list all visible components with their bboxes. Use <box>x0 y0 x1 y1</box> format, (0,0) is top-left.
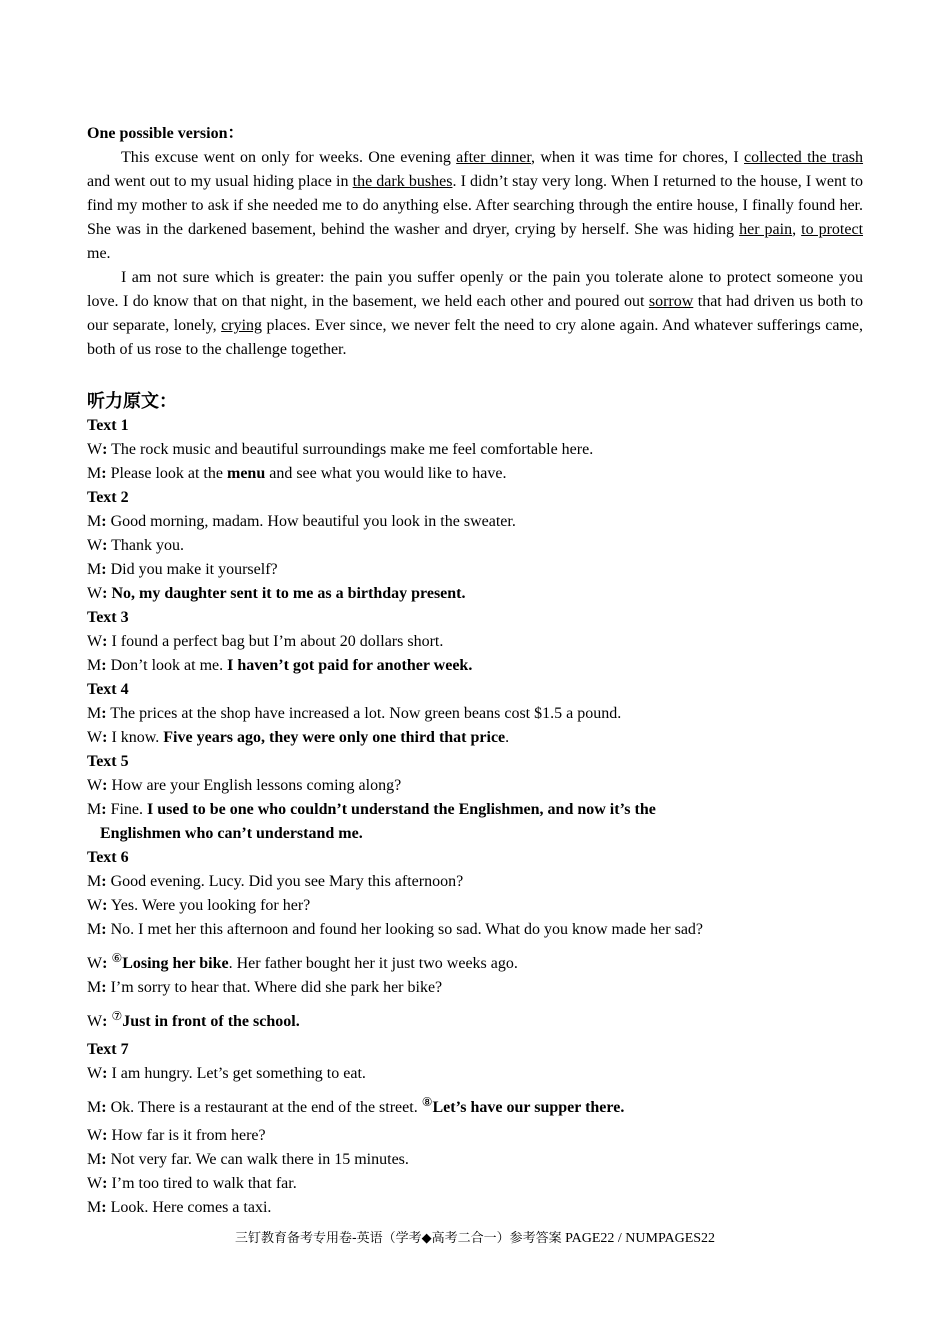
dialogue-line <box>87 946 863 976</box>
text-2-label: Text 2 <box>87 489 129 506</box>
dialogue-line <box>87 438 863 462</box>
colon: : <box>102 633 108 650</box>
dialogue-line <box>87 774 863 798</box>
colon: : <box>102 897 108 914</box>
colon: : <box>102 1175 108 1192</box>
circled-number-8: ⑧ <box>421 1095 433 1109</box>
text-6-label: Text 6 <box>87 849 129 866</box>
underlined-phrase: sorrow <box>648 293 694 310</box>
underlined-phrase: crying <box>221 317 263 334</box>
dialogue-line <box>87 1004 863 1034</box>
utterance: I’m sorry to hear that. Where did she park her bike? <box>106 979 443 996</box>
dialogue-line <box>87 894 863 918</box>
utterance: How far is it from here? <box>107 1127 266 1144</box>
text-1-label: Text 1 <box>87 417 129 434</box>
speaker: M <box>87 561 102 578</box>
text-run: places. Ever since, we never felt the need to cry alone again. And whatever sufferings came, both of us rose to the challenge together. <box>87 317 863 358</box>
key-answer: Five years ago, they were only one third that price <box>163 729 506 746</box>
underlined-phrase: collected the trash <box>744 149 864 166</box>
footer-title: 三钉教育备考专用卷-英语（学考◆高考二合一）参考答案 <box>234 1231 562 1246</box>
colon: : <box>101 1099 107 1116</box>
underlined-phrase: after dinner <box>456 149 532 166</box>
speaker: W <box>87 1175 103 1192</box>
dialogue-line <box>87 534 863 558</box>
colon: : <box>101 657 107 674</box>
colon: : <box>101 1151 107 1168</box>
version-paragraph-1 <box>87 146 863 266</box>
text-run: that had driven us both to our separate, lonely, <box>87 293 863 334</box>
speaker: M <box>87 657 102 674</box>
utterance: No. I met her this afternoon and found her looking so sad. What do you know made her sad? <box>106 921 704 938</box>
dialogue-line <box>87 654 863 678</box>
utterance: . <box>505 729 510 746</box>
text-run: I am not sure which is greater: the pain you suffer openly or the pain you tolerate alone to protect someone you love. I do know that on that night, in the basement, we held each other and poured out <box>87 269 863 310</box>
colon: : <box>102 441 108 458</box>
colon: : <box>102 777 108 794</box>
page-footer <box>0 1229 950 1249</box>
key-answer: I used to be one who couldn’t understand the Englishmen, and now it’s the <box>147 801 656 818</box>
utterance: Don’t look at me. <box>106 657 228 674</box>
colon: : <box>101 705 107 722</box>
dialogue-line <box>87 582 863 606</box>
document-page <box>87 122 863 1220</box>
text-7-label: Text 7 <box>87 1041 129 1058</box>
utterance: Not very far. We can walk there in 15 minutes. <box>106 1151 409 1168</box>
key-answer: Let’s have our supper there. <box>432 1099 625 1116</box>
speaker: M <box>87 705 102 722</box>
colon: : <box>102 1013 108 1030</box>
text-run: , when it was time for chores, I <box>531 149 745 166</box>
dialogue-line <box>87 1196 863 1220</box>
text-run: , <box>792 221 802 238</box>
dialogue-line <box>87 462 863 486</box>
speaker: W <box>87 441 103 458</box>
dialogue-line <box>87 630 863 654</box>
utterance: Thank you. <box>107 537 185 554</box>
version-paragraph-2 <box>87 266 863 362</box>
text-run: . I didn’t stay very long. When I returned to the house, I went to find my mother to ask if she needed me to do anything else. After searching through the entire house, I finally found her. She was in the darkened basement, behind the washer and dryer, crying by herself. She was hiding <box>87 173 863 238</box>
text-run: and went out to my usual hiding place in <box>87 173 353 190</box>
colon: : <box>102 1127 108 1144</box>
utterance: How are your English lessons coming along? <box>107 777 402 794</box>
dialogue-line <box>87 1148 863 1172</box>
colon: : <box>101 1199 107 1216</box>
key-answer: Losing her bike <box>122 955 229 972</box>
dialogue-line <box>87 1062 863 1086</box>
colon: : <box>102 585 108 602</box>
dialogue-line <box>87 976 863 1000</box>
speaker: W <box>87 955 103 972</box>
speaker: M <box>87 801 102 818</box>
colon: : <box>101 465 107 482</box>
utterance: Yes. Were you looking for her? <box>107 897 311 914</box>
speaker: W <box>87 897 103 914</box>
dialogue-line <box>87 1172 863 1196</box>
version-title: One possible version： <box>87 125 244 142</box>
speaker: W <box>87 777 103 794</box>
utterance: Good morning, madam. How beautiful you look in the sweater. <box>106 513 516 530</box>
circled-number-6: ⑥ <box>111 951 123 965</box>
utterance: Please look at the <box>106 465 227 482</box>
speaker: W <box>87 1127 103 1144</box>
dialogue-line-continuation: Englishmen who can’t understand me. <box>100 825 363 842</box>
colon: : <box>101 873 107 890</box>
underlined-phrase: her pain <box>739 221 793 238</box>
text-run: me. <box>87 245 111 262</box>
speaker: M <box>87 1151 102 1168</box>
speaker: W <box>87 537 103 554</box>
underlined-phrase: to protect <box>801 221 864 238</box>
colon: : <box>102 729 108 746</box>
speaker: W <box>87 1065 103 1082</box>
colon: : <box>102 955 108 972</box>
speaker: M <box>87 513 102 530</box>
speaker: M <box>87 465 102 482</box>
key-answer: menu <box>226 465 266 482</box>
speaker: W <box>87 729 103 746</box>
text-5-label: Text 5 <box>87 753 129 770</box>
utterance: The rock music and beautiful surroundings make me feel comfortable here. <box>107 441 594 458</box>
utterance: Did you make it yourself? <box>106 561 278 578</box>
colon: : <box>101 561 107 578</box>
dialogue-line <box>87 702 863 726</box>
key-answer: I haven’t got paid for another week. <box>227 657 473 674</box>
speaker: M <box>87 1099 102 1116</box>
colon: : <box>102 1065 108 1082</box>
speaker: W <box>87 1013 103 1030</box>
utterance: . Her father bought her it just two weeks ago. <box>228 955 518 972</box>
key-answer: No, my daughter sent it to me as a birthday present. <box>107 585 466 602</box>
colon: : <box>101 921 107 938</box>
colon: : <box>101 513 107 530</box>
dialogue-line <box>87 510 863 534</box>
footer-page-number: PAGE22 / NUMPAGES22 <box>561 1231 716 1246</box>
colon: : <box>101 801 107 818</box>
dialogue-line <box>87 1090 863 1120</box>
utterance: I know. <box>107 729 164 746</box>
utterance: and see what you would like to have. <box>265 465 507 482</box>
utterance: Look. Here comes a taxi. <box>106 1199 272 1216</box>
transcript-heading: 听力原文： <box>87 391 177 412</box>
dialogue-line <box>87 798 863 822</box>
circled-number-7: ⑦ <box>111 1009 123 1023</box>
utterance: I found a perfect bag but I’m about 20 dollars short. <box>107 633 444 650</box>
speaker: M <box>87 979 102 996</box>
underlined-phrase: the dark bushes <box>352 173 453 190</box>
colon: : <box>102 537 108 554</box>
dialogue-line <box>87 726 863 750</box>
colon: : <box>101 979 107 996</box>
dialogue-line <box>87 918 863 942</box>
utterance: I’m too tired to walk that far. <box>107 1175 297 1192</box>
speaker: M <box>87 921 102 938</box>
utterance: Ok. There is a restaurant at the end of the street. <box>106 1099 422 1116</box>
utterance: The prices at the shop have increased a lot. Now green beans cost $1.5 a pound. <box>106 705 622 722</box>
key-answer: Just in front of the school. <box>122 1013 300 1030</box>
speaker: W <box>87 585 103 602</box>
speaker: M <box>87 873 102 890</box>
utterance: Fine. <box>106 801 148 818</box>
dialogue-line <box>87 870 863 894</box>
dialogue-line <box>87 1124 863 1148</box>
text-run: This excuse went on only for weeks. One evening <box>121 149 457 166</box>
text-4-label: Text 4 <box>87 681 129 698</box>
dialogue-line <box>87 558 863 582</box>
utterance: Good evening. Lucy. Did you see Mary this afternoon? <box>106 873 464 890</box>
text-3-label: Text 3 <box>87 609 129 626</box>
speaker: M <box>87 1199 102 1216</box>
speaker: W <box>87 633 103 650</box>
utterance: I am hungry. Let’s get something to eat. <box>107 1065 366 1082</box>
